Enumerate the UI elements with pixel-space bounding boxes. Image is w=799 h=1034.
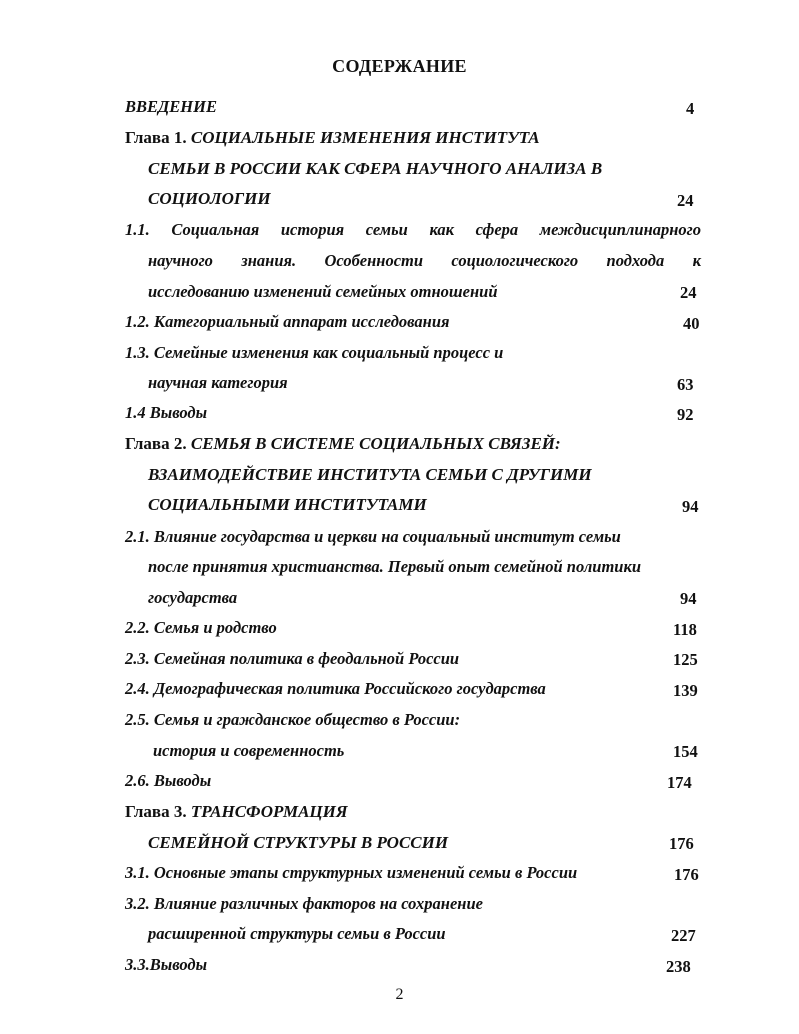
chapter-2-title-line-3: СОЦИАЛЬНЫМИ ИНСТИТУТАМИ (148, 495, 427, 514)
toc-page-section-2-5: 154 (673, 742, 698, 761)
section-2-6: 2.6. Выводы (125, 771, 212, 790)
chapter-2-prefix: Глава 2. (125, 434, 191, 453)
section-3-1: 3.1. Основные этапы структурных изменений семьи в России (125, 863, 578, 882)
toc-page-chapter-3: 176 (669, 834, 694, 853)
section-1-2: 1.2. Категориальный аппарат исследования (125, 312, 450, 331)
section-1-3-line-1: 1.3. Семейные изменения как социальный процесс и (125, 343, 504, 362)
chapter-1-title-line-2: СЕМЬИ В РОССИИ КАК СФЕРА НАУЧНОГО АНАЛИЗА В (148, 159, 603, 178)
section-2-1-line-2: после принятия христианства. Первый опыт семейной политики (148, 557, 642, 576)
toc-page-section-2-1: 94 (680, 589, 697, 608)
toc-page-chapter-1: 24 (677, 191, 694, 210)
toc-page-section-2-3: 125 (673, 650, 698, 669)
section-1-3-line-2: научная категория (148, 373, 288, 392)
section-1-1-line-3: исследованию изменений семейных отношений (148, 282, 498, 301)
toc-chapter-2 (125, 433, 561, 455)
toc-page-section-2-4: 139 (673, 681, 698, 700)
section-2-5-line-2: история и современность (153, 741, 345, 760)
chapter-3-prefix: Глава 3. (125, 802, 191, 821)
toc-chapter-1 (125, 127, 540, 149)
toc-page-section-1-3: 63 (677, 375, 694, 394)
section-1-1-line-2: научного знания. Особенности социологического подхода к (148, 251, 701, 270)
toc-page-section-3-2: 227 (671, 926, 696, 945)
section-1-1-line-1: 1.1. Социальная история семьи как сфера междисциплинарного (125, 220, 701, 239)
toc-page-chapter-2: 94 (682, 497, 699, 516)
toc-page-section-1-1: 24 (680, 283, 697, 302)
chapter-3-title-line-2: СЕМЕЙНОЙ СТРУКТУРЫ В РОССИИ (148, 833, 449, 852)
chapter-2-title-line-1: СЕМЬЯ В СИСТЕМЕ СОЦИАЛЬНЫХ СВЯЗЕЙ: (190, 434, 561, 453)
chapter-1-title-line-1: СОЦИАЛЬНЫЕ ИЗМЕНЕНИЯ ИНСТИТУТА (190, 128, 540, 147)
toc-chapter-3 (125, 801, 348, 823)
section-2-5-line-1: 2.5. Семья и гражданское общество в России: (125, 710, 461, 729)
toc-page-section-3-3: 238 (666, 957, 691, 976)
chapter-1-title-line-3: СОЦИОЛОГИИ (148, 189, 271, 208)
section-3-3: 3.3.Выводы (125, 955, 208, 974)
section-2-3: 2.3. Семейная политика в феодальной России (125, 649, 460, 668)
toc-page-section-3-1: 176 (674, 865, 699, 884)
toc-page-section-2-6: 174 (667, 773, 692, 792)
toc-page-section-1-4: 92 (677, 405, 694, 424)
section-2-1-line-3: государства (148, 588, 238, 607)
section-1-4: 1.4 Выводы (125, 403, 208, 422)
section-2-4: 2.4. Демографическая политика Российского государства (125, 679, 546, 698)
section-2-2: 2.2. Семья и родство (125, 618, 277, 637)
section-3-2-line-1: 3.2. Влияние различных факторов на сохранение (125, 894, 483, 913)
chapter-3-title-line-1: ТРАНСФОРМАЦИЯ (190, 802, 348, 821)
toc-entry-intro: ВВЕДЕНИЕ (125, 97, 217, 116)
toc-page-intro: 4 (686, 99, 695, 118)
chapter-2-title-line-2: ВЗАИМОДЕЙСТВИЕ ИНСТИТУТА СЕМЬИ С ДРУГИМИ (148, 465, 592, 484)
toc-page-section-2-2: 118 (673, 620, 697, 639)
page-number: 2 (395, 986, 404, 1003)
section-2-1-line-1: 2.1. Влияние государства и церкви на социальный институт семьи (125, 527, 621, 546)
page-title: СОДЕРЖАНИЕ (332, 56, 467, 76)
chapter-1-prefix: Глава 1. (125, 128, 191, 147)
toc-page-section-1-2: 40 (683, 314, 700, 333)
section-3-2-line-2: расширенной структуры семьи в России (148, 924, 446, 943)
